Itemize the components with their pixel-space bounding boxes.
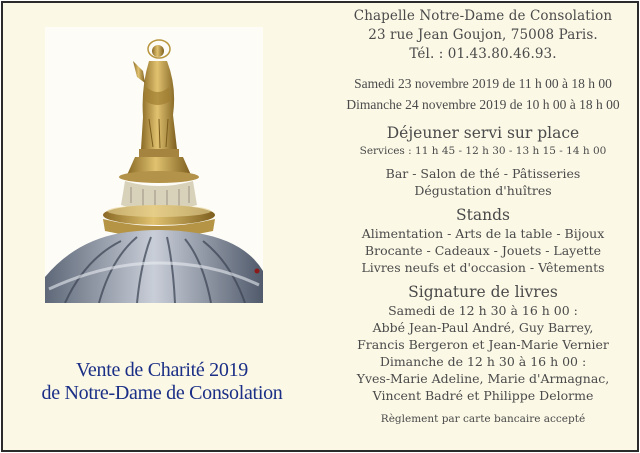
statue-dome-illustration — [45, 27, 263, 303]
phone-number: Tél. : 01.43.80.46.93. — [409, 46, 557, 62]
signing-heading: Signature de livres — [408, 283, 558, 301]
bar-line-2: Dégustation d'huîtres — [414, 183, 552, 198]
watercolor-painting — [45, 27, 263, 303]
bar-block — [325, 165, 640, 199]
event-title-line-2: de Notre-Dame de Consolation — [41, 382, 283, 404]
street-address: 23 rue Jean Goujon, 75008 Paris. — [368, 27, 598, 43]
flyer — [1, 1, 639, 452]
signing-block — [325, 282, 640, 404]
signing-line-5: Yves-Marie Adeline, Marie d'Armagnac, — [356, 371, 610, 386]
dates-block — [325, 73, 640, 115]
chapel-name: Chapelle Notre-Dame de Consolation — [353, 8, 613, 24]
stands-line-3: Livres neufs et d'occasion - Vêtements — [361, 260, 605, 275]
payment-note: Règlement par carte bancaire accepté — [380, 413, 586, 425]
lunch-block — [325, 123, 640, 159]
event-title-line-1: Vente de Charité 2019 — [76, 359, 248, 381]
lunch-heading: Déjeuner servi sur place — [386, 124, 580, 142]
signing-line-6: Vincent Badré et Philippe Delorme — [372, 388, 594, 403]
event-title — [3, 359, 321, 405]
stands-line-2: Brocante - Cadeaux - Jouets - Layette — [364, 243, 602, 258]
stands-heading: Stands — [456, 206, 510, 224]
date-saturday: Samedi 23 novembre 2019 de 11 h 00 à 18 h 00 — [354, 76, 612, 91]
signing-line-3: Francis Bergeron et Jean-Marie Vernier — [357, 337, 609, 352]
address-block — [325, 7, 640, 64]
event-details — [325, 7, 640, 426]
stands-block — [325, 205, 640, 276]
signing-line-1: Samedi de 12 h 30 à 16 h 00 : — [388, 303, 578, 318]
lunch-services: Services : 11 h 45 - 12 h 30 - 13 h 15 - 14 h 00 — [359, 145, 607, 157]
signing-line-4: Dimanche de 12 h 30 à 16 h 00 : — [379, 354, 587, 369]
stands-line-1: Alimentation - Arts de la table - Bijoux — [361, 226, 605, 241]
signing-line-2: Abbé Jean-Paul André, Guy Barrey, — [372, 320, 594, 335]
date-sunday: Dimanche 24 novembre 2019 de 10 h 00 à 18 h 00 — [346, 97, 620, 112]
bar-line-1: Bar - Salon de thé - Pâtisseries — [385, 166, 581, 181]
